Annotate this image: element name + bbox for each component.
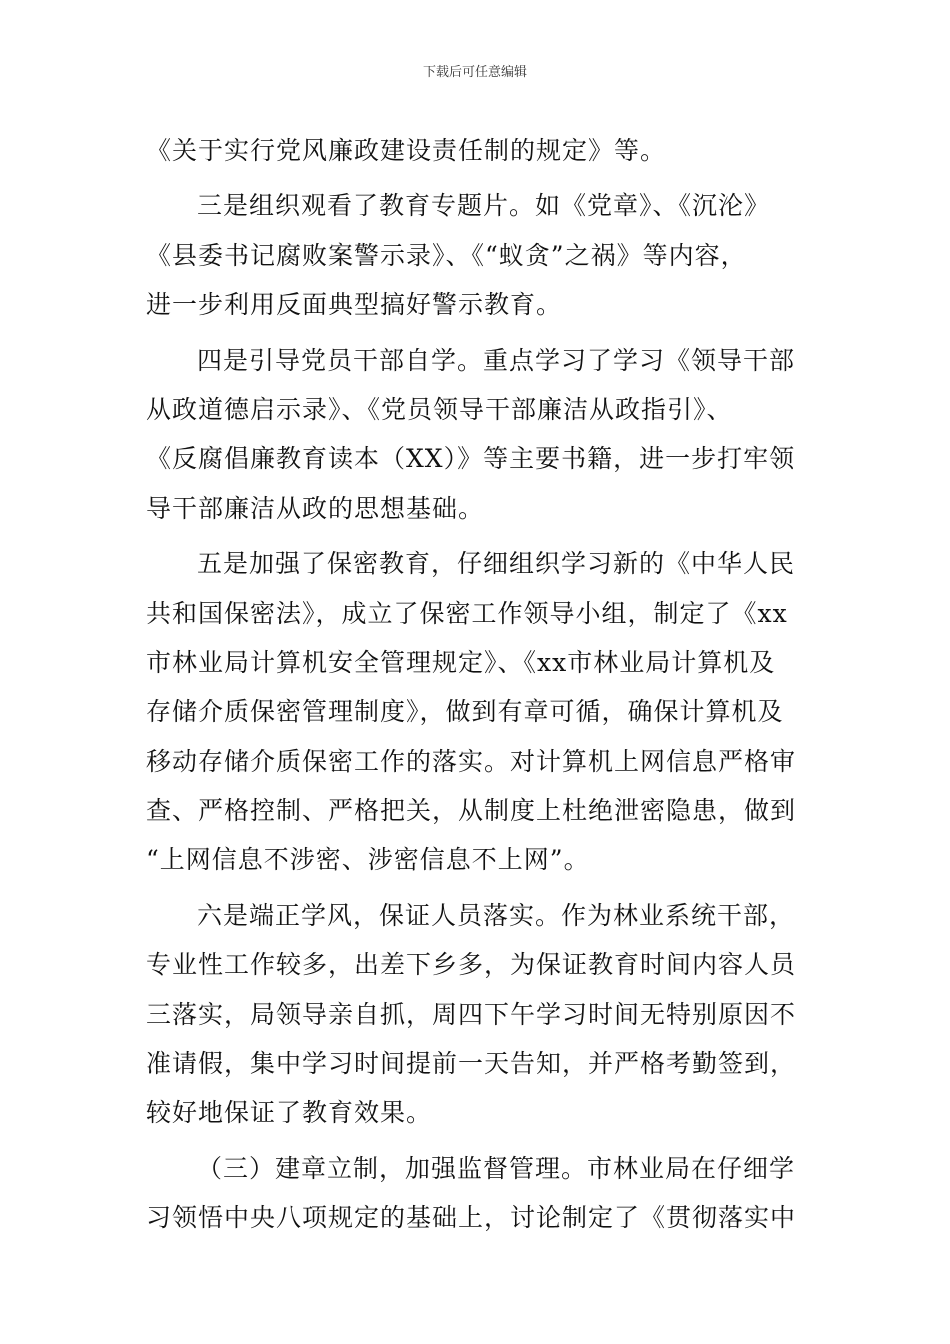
paragraph-line: 四是引导党员干部自学。重点学习了学习《领导干部 — [197, 345, 796, 375]
paragraph-line: 共和国保密法》，成立了保密工作领导小组，制定了《xx — [146, 598, 788, 628]
paragraph-line: 移动存储介质保密工作的落实。对计算机上网信息严格审 — [146, 746, 797, 776]
paragraph-4 — [146, 539, 808, 885]
paragraph-1 — [146, 126, 808, 175]
document-body — [146, 126, 808, 1243]
page-header: 下载后可任意编辑 — [422, 65, 527, 80]
paragraph-line: 五是加强了保密教育，仔细组织学习新的《中华人民 — [197, 549, 796, 579]
paragraph-line: （三）建章立制，加强监督管理。市林业局在仔细学 — [197, 1153, 796, 1183]
paragraph-line: 《县委书记腐败案警示录》、《“蚁贪”之祸》等内容， — [146, 240, 747, 270]
paragraph-line: 准请假，集中学习时间提前一天告知，并严格考勤签到， — [146, 1049, 797, 1079]
paragraph-line: 查、严格控制、严格把关，从制度上杜绝泄密隐患，做到 — [146, 796, 797, 826]
paragraph-line: 《反腐倡廉教育读本（XX）》等主要书籍，进一步打牢领 — [146, 444, 796, 474]
paragraph-line: 三落实，局领导亲自抓，周四下午学习时间无特别原因不 — [146, 999, 797, 1029]
paragraph-line: 导干部廉洁从政的思想基础。 — [146, 493, 485, 523]
paragraph-3 — [146, 336, 808, 534]
paragraph-line: 存储介质保密管理制度》，做到有章可循，确保计算机及 — [146, 697, 784, 727]
paragraph-line: 市林业局计算机安全管理规定》、《xx市林业局计算机及 — [146, 647, 776, 677]
paragraph-2 — [146, 181, 808, 329]
paragraph-line: 从政道德启示录》、《党员领导干部廉洁从政指引》、 — [146, 394, 733, 424]
paragraph-line: 《关于实行党风廉政建设责任制的规定》等。 — [146, 136, 667, 165]
paragraph-line: 进一步利用反面典型搞好警示教育。 — [146, 290, 563, 320]
paragraph-line: 习领悟中央八项规定的基础上，讨论制定了《贯彻落实中 — [146, 1203, 797, 1233]
paragraph-5 — [146, 891, 808, 1138]
paragraph-line: 较好地保证了教育效果。 — [146, 1098, 433, 1128]
paragraph-line: 六是端正学风，保证人员落实。作为林业系统干部， — [197, 900, 796, 930]
paragraph-line: 专业性工作较多，出差下乡多，为保证教育时间内容人员 — [146, 950, 797, 980]
paragraph-line: 三是组织观看了教育专题片。如《党章》、《沉沦》 — [197, 191, 771, 221]
paragraph-6 — [146, 1144, 808, 1243]
paragraph-line: “上网信息不涉密、涉密信息不上网”。 — [146, 845, 590, 875]
